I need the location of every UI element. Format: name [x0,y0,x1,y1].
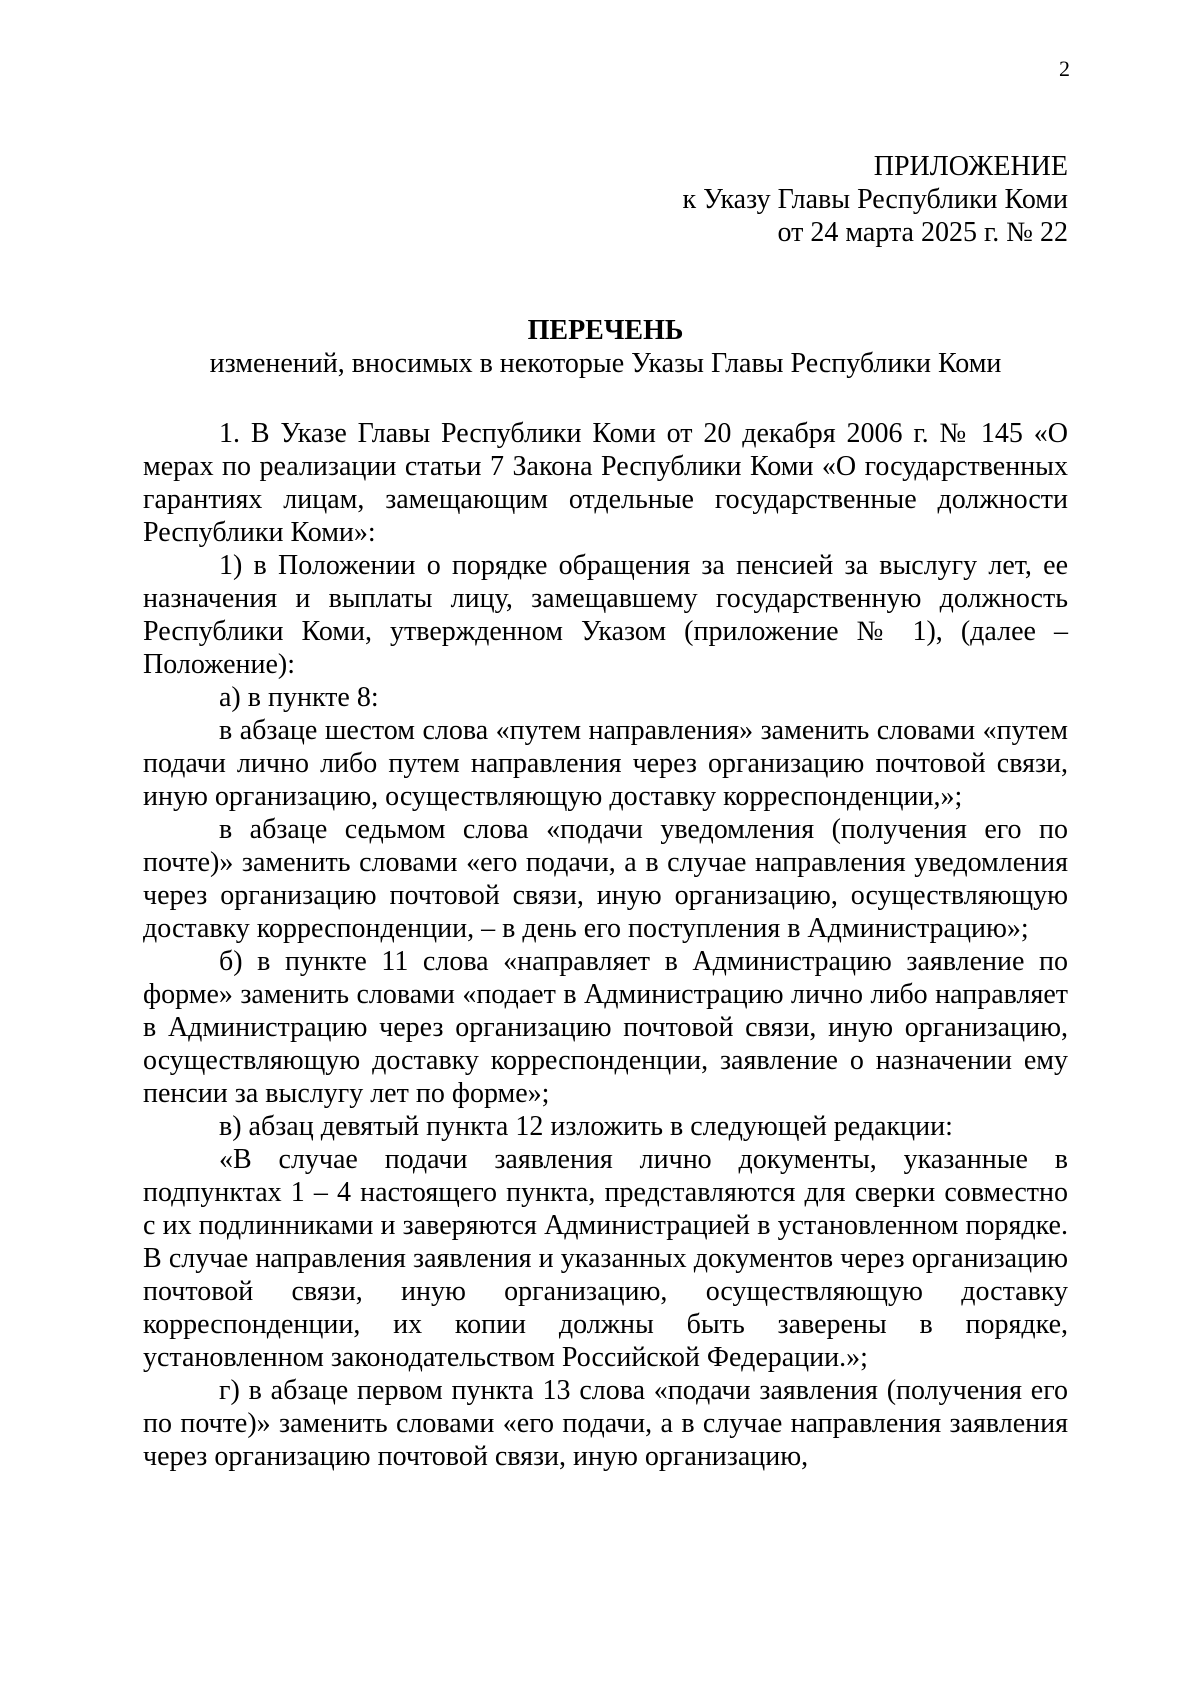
page-number: 2 [1059,56,1070,81]
paragraph: г) в абзаце первом пункта 13 слова «подачи заявления (получения его по почте)» заменить словами «его подачи, а в случае направления заявления через организацию почтовой связи, иную организацию, [143,1375,1068,1472]
paragraph: «В случае подачи заявления лично документы, указанные в подпунктах 1 – 4 настоящего пункта, представляются для сверки совместно с их подлинниками и заверяются Администрацией в установленном порядке. В случае направления заявления и указанных документов через организацию почтовой связи, иную организацию, осуществляющую доставку корреспонденции, их копии должны быть заверены в порядке, установленном законодательством Российской Федерации.»; [143,1144,1068,1373]
document-title-block [143,314,1068,380]
paragraph: в абзаце шестом слова «путем направления» заменить словами «путем подачи лично либо путем направления через организацию почтовой связи, иную организацию, осуществляющую доставку корреспонденции,»; [143,715,1068,812]
paragraph: 1. В Указе Главы Республики Коми от 20 декабря 2006 г. № 145 «О мерах по реализации статьи 7 Закона Республики Коми «О государственных гарантиях лицам, замещающим отдельные государственные должности Республики Коми»: [143,418,1068,548]
document-body [143,417,1068,1473]
document-subtitle: изменений, вносимых в некоторые Указы Главы Республики Коми [209,348,1002,379]
annex-title: ПРИЛОЖЕНИЕ [873,151,1068,182]
paragraph: в) абзац девятый пункта 12 изложить в следующей редакции: [219,1111,953,1142]
paragraph: в абзаце седьмом слова «подачи уведомления (получения его по почте)» заменить словами «его подачи, а в случае направления уведомления через организацию почтовой связи, иную организацию, осуществляющую доставку корреспонденции, – в день его поступления в Администрацию»; [143,814,1068,944]
paragraph: б) в пункте 11 слова «направляет в Администрацию заявление по форме» заменить словами «подает в Администрацию лично либо направляет в Администрацию через организацию почтовой связи, иную организацию, осуществляющую доставку корреспонденции, заявление о назначении ему пенсии за выслугу лет по форме»; [143,946,1068,1109]
annex-decree-reference: к Указу Главы Республики Коми [682,184,1068,215]
paragraph: 1) в Положении о порядке обращения за пенсией за выслугу лет, ее назначения и выплаты лицу, замещавшему государственную должность Республики Коми, утвержденном Указом (приложение № 1), (далее – Положение): [143,550,1068,680]
paragraph: а) в пункте 8: [219,682,379,713]
annex-decree-date: от 24 марта 2025 г. № 22 [777,217,1068,248]
document-title: ПЕРЕЧЕНЬ [527,315,684,346]
annex-header [600,150,1068,249]
